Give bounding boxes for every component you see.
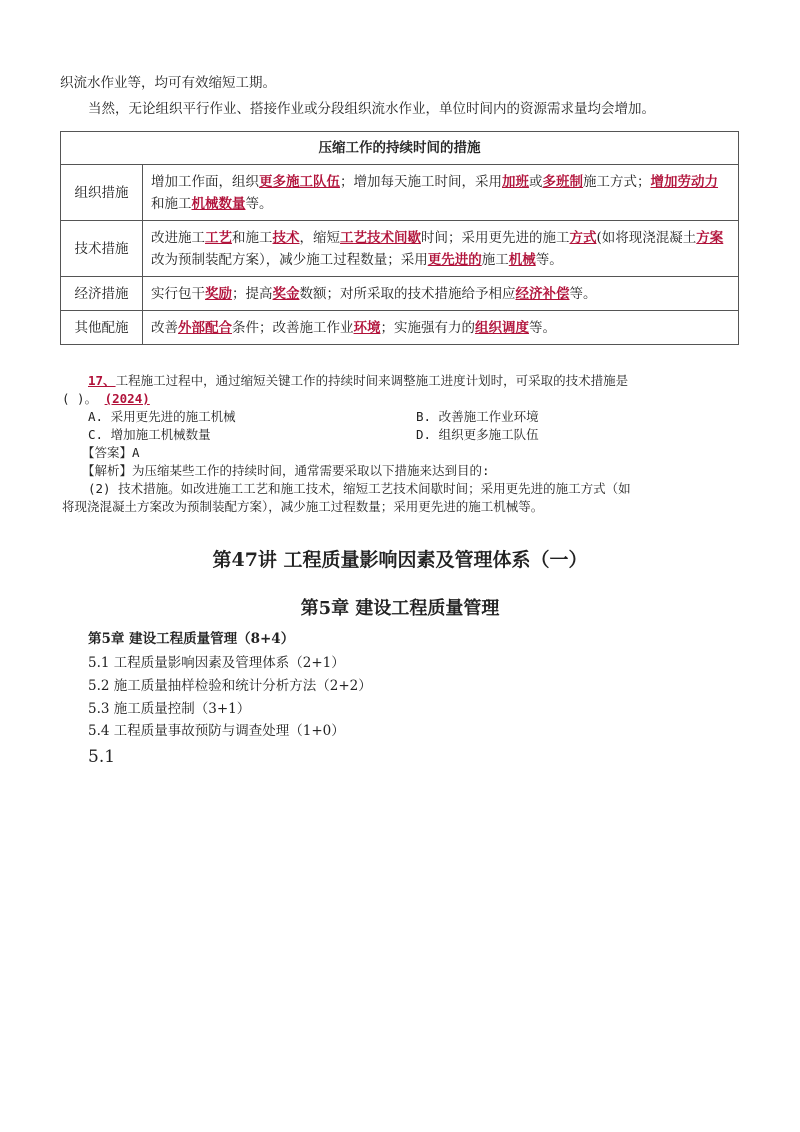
outline-item: 5.4 工程质量事故预防与调查处理（1+0） bbox=[88, 723, 345, 739]
table-title: 压缩工作的持续时间的措施 bbox=[61, 132, 739, 165]
intro-line-2: 当然，无论组织平行作业、搭接作业或分段组织流水作业，单位时间内的资源需求量均会增加。 bbox=[88, 101, 655, 117]
option-c: C. 增加施工机械数量 bbox=[88, 427, 211, 442]
option-d: D. 组织更多施工队伍 bbox=[416, 427, 539, 442]
outline-item: 5.2 施工质量抽样检验和统计分析方法（2+2） bbox=[88, 678, 372, 694]
row-label-org: 组织措施 bbox=[61, 165, 143, 221]
section-number: 5.1 bbox=[88, 747, 116, 767]
table-header-row bbox=[61, 132, 739, 165]
analysis-line-1: 【解析】为压缩某些工作的持续时间，通常需要采取以下措施来达到目的: bbox=[82, 463, 490, 478]
row-content-econ: 实行包干奖励；提高奖金数额；对所采取的技术措施给予相应经济补偿等。 bbox=[143, 277, 739, 311]
intro-line-1: 织流水作业等，均可有效缩短工期。 bbox=[60, 75, 276, 91]
option-a: A. 采用更先进的施工机械 bbox=[88, 409, 236, 424]
table-row bbox=[61, 221, 739, 277]
analysis-line-2: (2) 技术措施。如改进施工工艺和施工技术，缩短工艺技术间歇时间；采用更先进的施工方式（如 bbox=[88, 481, 631, 496]
question-number: 17、 bbox=[88, 373, 116, 388]
question-stem-line-2: ( )。 (2024) bbox=[62, 391, 150, 406]
row-label-other: 其他配施 bbox=[61, 311, 143, 345]
row-content-org: 增加工作面，组织更多施工队伍；增加每天施工时间，采用加班或多班制施工方式；增加劳动力和施工机械数量等。 bbox=[143, 165, 739, 221]
analysis-line-3: 将现浇混凝土方案改为预制装配方案），减少施工过程数量；采用更先进的施工机械等。 bbox=[62, 499, 544, 514]
chapter-title: 第5章 建设工程质量管理 bbox=[300, 598, 500, 619]
option-b: B. 改善施工作业环境 bbox=[416, 409, 539, 424]
lecture-title: 第47讲 工程质量影响因素及管理体系（一） bbox=[212, 549, 588, 571]
row-content-other: 改善外部配合条件；改善施工作业环境；实施强有力的组织调度等。 bbox=[143, 311, 739, 345]
row-content-tech: 改进施工工艺和施工技术，缩短工艺技术间歇时间；采用更先进的施工方式(如将现浇混凝土方案改为预制装配方案），减少施工过程数量；采用更先进的施工机械等。 bbox=[143, 221, 739, 277]
answer-line: 【答案】A bbox=[82, 445, 140, 460]
outline-item: 5.1 工程质量影响因素及管理体系（2+1） bbox=[88, 655, 345, 671]
table-row bbox=[61, 277, 739, 311]
row-label-tech: 技术措施 bbox=[61, 221, 143, 277]
outline-heading: 第5章 建设工程质量管理（8+4） bbox=[88, 631, 295, 647]
question-year: (2024) bbox=[104, 391, 150, 406]
row-label-econ: 经济措施 bbox=[61, 277, 143, 311]
table-row bbox=[61, 311, 739, 345]
outline-item: 5.3 施工质量控制（3+1） bbox=[88, 701, 251, 717]
table-row bbox=[61, 165, 739, 221]
measures-table bbox=[60, 131, 739, 345]
question-stem-line-1: 17、工程施工过程中，通过缩短关键工作的持续时间来调整施工进度计划时，可采取的技术措施是 bbox=[88, 373, 629, 388]
